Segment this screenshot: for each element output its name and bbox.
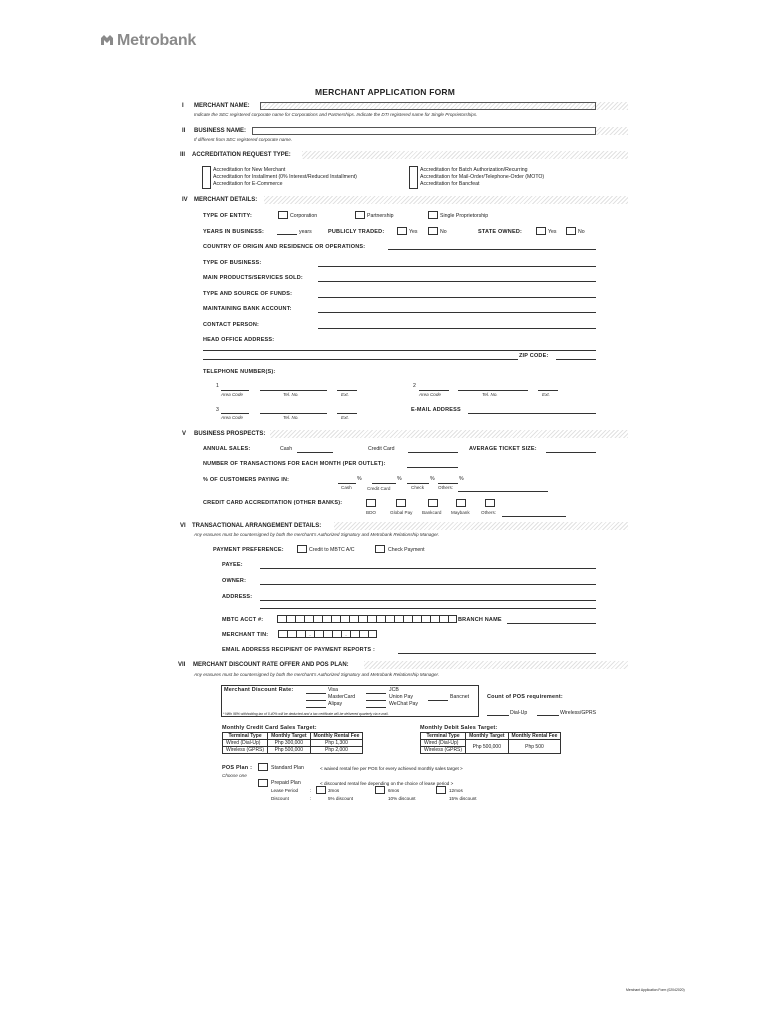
entity-type-label: TYPE OF ENTITY: [203, 213, 253, 219]
phone-2-index: 2 [413, 383, 416, 389]
business-name-field[interactable] [252, 127, 596, 135]
mdr-bancnet-field[interactable] [428, 695, 448, 701]
bank-bdo-label: BDO [366, 510, 376, 515]
payment-email-field[interactable] [398, 648, 596, 654]
mdr-alipay-label: Alipay [328, 701, 343, 707]
payee-address-field-2[interactable] [260, 603, 596, 609]
phone-2-ext-field[interactable] [538, 385, 558, 391]
owner-field[interactable] [260, 579, 596, 585]
pos-plan-label: POS Plan : [222, 765, 253, 771]
phone-3-area-field[interactable] [221, 408, 249, 414]
avg-ticket-field[interactable] [546, 447, 596, 453]
bank-label: MAINTAINING BANK ACCOUNT: [203, 306, 292, 312]
funds-field[interactable] [318, 292, 596, 298]
phone-1-tel-label: Tel. No. [283, 392, 299, 397]
contact-label: CONTACT PERSON: [203, 322, 260, 328]
bank-others-field[interactable] [502, 511, 566, 517]
bank-field[interactable] [318, 307, 596, 313]
years-label: YEARS IN BUSINESS: [203, 229, 265, 235]
email-field[interactable] [468, 408, 596, 414]
traded-no-label: No [440, 229, 447, 235]
annual-credit-label: Credit Card [368, 446, 395, 452]
pct-cash-field[interactable] [338, 478, 356, 484]
pct-cash-sign: % [357, 476, 362, 482]
pref-credit-label: Credit to MBTC A/C [309, 547, 355, 553]
section-3-band [302, 151, 628, 159]
section-2-band [596, 127, 628, 135]
pct-others-spec-field[interactable] [458, 486, 548, 492]
section-1-band [596, 102, 628, 110]
section-6-band [334, 522, 628, 530]
entity-corporation-checkbox[interactable] [278, 211, 288, 219]
lease-colon: : [310, 788, 312, 793]
business-name-note: If different from SEC registered corporate name. [194, 137, 293, 142]
transactions-field[interactable] [407, 462, 458, 468]
standard-plan-checkbox[interactable] [258, 763, 268, 771]
phone-1-ext-field[interactable] [337, 385, 357, 391]
accreditation-ecommerce: Accreditation for E-Commerce [213, 181, 283, 187]
lease-12mos-checkbox[interactable] [436, 786, 446, 794]
pct-credit-label: Credit Card [367, 486, 391, 491]
section-7-band [364, 661, 628, 669]
mdr-union-field[interactable] [366, 695, 386, 701]
credit-row2-fee: Php 2,000 [310, 747, 363, 754]
choose-one-note: Choose one [222, 773, 247, 778]
merchant-name-field[interactable] [260, 102, 596, 110]
other-banks-label: CREDIT CARD ACCREDITATION (OTHER BANKS): [203, 500, 343, 506]
discount-label: Discount [271, 796, 289, 801]
phone-1-area-field[interactable] [221, 385, 249, 391]
debit-fee-value: Php 500 [508, 740, 561, 754]
accreditation-moto: Accreditation for Mail-Order/Telephone-Order (MOTO) [420, 174, 545, 180]
phone-2-tel-label: Tel. No. [482, 392, 498, 397]
entity-partnership-checkbox[interactable] [355, 211, 365, 219]
state-yes-label: Yes [548, 229, 557, 235]
bank-globalpay-checkbox[interactable] [396, 499, 406, 507]
credit-header-terminal: Terminal Type [223, 733, 268, 740]
mdr-union-label: Union Pay [389, 694, 413, 700]
pct-check-label: Check [411, 485, 425, 490]
pos-requirement-label: Count of POS requirement: [487, 694, 563, 700]
mdr-visa-field[interactable] [306, 688, 326, 694]
phone-2-ext-label: Ext. [542, 392, 550, 397]
bank-bankcard-checkbox[interactable] [428, 499, 438, 507]
customers-paying-label: % OF CUSTOMERS PAYING IN: [203, 477, 290, 483]
mdr-jcb-field[interactable] [366, 688, 386, 694]
accreditation-installment: Accreditation for Installment (0% Interest/Reduced Installment) [213, 174, 357, 180]
address-field-line-1[interactable] [203, 345, 596, 351]
lease-period-label: Lease Period [271, 788, 299, 793]
payee-label: PAYEE: [222, 562, 243, 568]
mdr-mc-label: MasterCard [328, 694, 356, 700]
section-1-heading: I MERCHANT NAME: [182, 103, 250, 109]
pct-check-sign: % [430, 476, 435, 482]
tin-dash-1: - [305, 630, 314, 638]
lease-3mos-label: 3mos [328, 788, 340, 793]
prepaid-plan-note: < discounted rental fee depending on the choice of lease period > [320, 781, 454, 786]
section-6-note: Any erasures must be countersigned by both the merchant's Authorized Signatory and Metrobank Relationship Manager. [194, 532, 440, 537]
bank-others-checkbox[interactable] [485, 499, 495, 507]
years-field[interactable] [277, 229, 297, 235]
section-5-heading: V BUSINESS PROSPECTS: [182, 431, 266, 437]
lease-12mos-label: 12mos [449, 788, 463, 793]
phone-1-ext-label: Ext. [341, 392, 349, 397]
mdr-wechat-field[interactable] [366, 702, 386, 708]
entity-corporation-label: Corporation [290, 213, 318, 219]
prepaid-plan-checkbox[interactable] [258, 779, 268, 787]
accreditation-new-merchant: Accreditation for New Merchant [213, 167, 286, 173]
bank-bankcard-label: Bankcard [422, 510, 442, 515]
debit-target-table [420, 732, 561, 754]
pct-others-field[interactable] [438, 478, 458, 484]
mdr-fine-print: * With 98% withholding tax of 0.40% will be deducted and a tax certificate will be delivered quarterly via e-mail. [223, 712, 389, 716]
phone-3-ext-field[interactable] [337, 408, 357, 414]
mdr-jcb-label: JCB [389, 687, 399, 693]
standard-plan-label: Standard Plan [271, 765, 304, 771]
credit-row2-terminal: Wireless (GPRS) [223, 747, 268, 754]
owner-label: OWNER: [222, 578, 247, 584]
publicly-traded-label: PUBLICLY TRADED: [328, 229, 385, 235]
discount-10-label: 10% discount [388, 796, 416, 801]
credit-row1-fee: Php 1,300 [310, 740, 363, 747]
pct-others-label: Others: [438, 485, 454, 490]
merchant-name-note: Indicate the SEC registered corporate name for Corporations and Partnerships. Indicate the DTI registered name for Single Proprietorships. [194, 112, 478, 117]
type-business-field[interactable] [318, 261, 596, 267]
bank-maybank-checkbox[interactable] [456, 499, 466, 507]
section-4-band [264, 196, 628, 204]
debit-header-terminal: Terminal Type [421, 733, 466, 740]
merchant-tin-label: MERCHANT TIN: [222, 632, 269, 638]
pct-cash-label: Cash [341, 485, 352, 490]
debit-target-value: Php 500,000 [466, 740, 508, 754]
section-6-heading: VI TRANSACTIONAL ARRANGEMENT DETAILS: [180, 523, 322, 529]
mdr-bancnet-label: Bancnet [450, 694, 470, 700]
bank-others-label: Others: [481, 510, 497, 515]
avg-ticket-label: AVERAGE TICKET SIZE: [469, 446, 537, 452]
phone-2-tel-field[interactable] [458, 385, 528, 391]
merchant-tin-boxes[interactable] [278, 630, 377, 638]
annual-cash-field[interactable] [297, 447, 333, 453]
years-unit: years [299, 229, 312, 235]
accreditation-checkbox-group-2[interactable] [409, 166, 418, 189]
pref-check-checkbox[interactable] [375, 545, 385, 553]
debit-target-title: Monthly Debit Sales Target: [420, 725, 498, 731]
mdr-alipay-field[interactable] [306, 702, 326, 708]
pct-credit-sign: % [397, 476, 402, 482]
form-title: MERCHANT APPLICATION FORM [314, 87, 456, 97]
transactions-label: NUMBER OF TRANSACTIONS FOR EACH MONTH (PER OUTLET): [203, 461, 386, 467]
table-row [421, 740, 561, 747]
phone-label: TELEPHONE NUMBER(S): [203, 369, 276, 375]
phone-1-area-label: Area Code [221, 392, 243, 397]
accreditation-batch: Accreditation for Batch Authorization/Recurring [420, 167, 528, 173]
mdr-label: Merchant Discount Rate: [224, 687, 294, 693]
brand-name: Metrobank [117, 32, 197, 49]
phone-2-area-field[interactable] [419, 385, 449, 391]
address-field-line-2[interactable] [203, 354, 518, 360]
phone-3-tel-label: Tel. No. [283, 415, 299, 420]
traded-yes-label: Yes [409, 229, 418, 235]
credit-row2-target: Php 500,000 [268, 747, 310, 754]
footer-form-code: Merchant Application Form (02042020) [626, 988, 685, 992]
section-7-heading: VII MERCHANT DISCOUNT RATE OFFER AND POS PLAN: [178, 662, 349, 668]
debit-header-fee: Monthly Rental Fee [508, 733, 561, 740]
phone-3-tel-field[interactable] [260, 408, 327, 414]
discount-colon: : [310, 796, 312, 801]
traded-no-checkbox[interactable] [428, 227, 438, 235]
annual-cash-label: Cash [280, 446, 293, 452]
pct-check-field[interactable] [407, 478, 429, 484]
lease-6mos-checkbox[interactable] [375, 786, 385, 794]
payee-address-field-1[interactable] [260, 595, 596, 601]
country-field[interactable] [388, 244, 596, 250]
bank-maybank-label: Maybank [451, 510, 470, 515]
entity-partnership-label: Partnership [367, 213, 394, 219]
annual-sales-label: ANNUAL SALES: [203, 446, 251, 452]
section-3-heading: III ACCREDITATION REQUEST TYPE: [180, 152, 291, 158]
traded-yes-checkbox[interactable] [397, 227, 407, 235]
phone-2-area-label: Area Code [419, 392, 441, 397]
phone-1-index: 1 [216, 383, 219, 389]
phone-3-area-label: Area Code [221, 415, 243, 420]
entity-single-checkbox[interactable] [428, 211, 438, 219]
mbtc-acct-boxes[interactable] [277, 615, 457, 623]
pos-wireless-label: Wireless/GPRS [560, 710, 597, 716]
payment-preference-label: PAYMENT PREFERENCE: [213, 547, 284, 553]
credit-row1-target: Php 300,000 [268, 740, 310, 747]
pref-credit-checkbox[interactable] [297, 545, 307, 553]
phone-3-index: 3 [216, 407, 219, 413]
mdr-wechat-label: WeChat Pay [389, 701, 419, 707]
lease-6mos-label: 6mos [388, 788, 400, 793]
phone-1-tel-field[interactable] [260, 385, 327, 391]
contact-field[interactable] [318, 323, 596, 329]
pos-dialup-field[interactable] [487, 710, 509, 716]
credit-header-fee: Monthly Rental Fee [310, 733, 363, 740]
payment-email-label: EMAIL ADDRESS RECIPIENT OF PAYMENT REPORTS : [222, 647, 376, 653]
email-label: E-MAIL ADDRESS [411, 407, 461, 413]
section-7-note: Any erasures must be countersigned by both the merchant's Authorized Signatory and Metrobank Relationship Manager. [194, 672, 440, 677]
branch-name-label: BRANCH NAME [458, 617, 502, 623]
type-business-label: TYPE OF BUSINESS: [203, 260, 262, 266]
debit-header-target: Monthly Target [466, 733, 508, 740]
tin-dash-2: - [341, 630, 350, 638]
pref-check-label: Check Payment [388, 547, 425, 553]
products-label: MAIN PRODUCTS/SERVICES SOLD: [203, 275, 303, 281]
section-2-heading: II BUSINESS NAME: [182, 128, 247, 134]
zip-label: ZIP CODE: [519, 353, 549, 359]
mbtc-acct-label: MBTC ACCT #: [222, 617, 264, 623]
pct-others-sign: % [459, 476, 464, 482]
accreditation-checkbox-group-1[interactable] [202, 166, 211, 189]
credit-header-target: Monthly Target [268, 733, 310, 740]
bank-bdo-checkbox[interactable] [366, 499, 376, 507]
table-row [223, 740, 363, 747]
table-row [223, 747, 363, 754]
phone-3-ext-label: Ext. [341, 415, 349, 420]
products-field[interactable] [318, 276, 596, 282]
debit-row2-terminal: Wireless (GPRS) [421, 747, 466, 754]
state-no-label: No [578, 229, 585, 235]
prepaid-plan-label: Prepaid Plan [271, 780, 301, 786]
metrobank-logo-icon [100, 34, 114, 46]
funds-label: TYPE AND SOURCE OF FUNDS: [203, 291, 293, 297]
discount-15-label: 15% discount [449, 796, 477, 801]
branch-name-field[interactable] [507, 618, 596, 624]
state-owned-label: STATE OWNED: [478, 229, 523, 235]
standard-plan-note: < waived rental fee per POS for every achieved monthly sales target > [320, 766, 463, 771]
country-label: COUNTRY OF ORIGIN AND RESIDENCE OR OPERATIONS: [203, 244, 366, 250]
metrobank-logo [100, 32, 196, 50]
address-label: HEAD OFFICE ADDRESS: [203, 337, 275, 343]
discount-5-label: 5% discount [328, 796, 354, 801]
credit-target-table [222, 732, 363, 754]
credit-target-title: Monthly Credit Card Sales Target: [222, 725, 317, 731]
debit-row1-terminal: Wired (Dial-Up) [421, 740, 466, 747]
payee-field[interactable] [260, 563, 596, 569]
zip-field[interactable] [556, 354, 596, 360]
section-5-band [270, 430, 628, 438]
bank-globalpay-label: Global Pay [390, 510, 413, 515]
accreditation-bancfeat: Accreditation for Bancfeat [420, 181, 480, 187]
pos-wireless-field[interactable] [537, 710, 559, 716]
mdr-mc-field[interactable] [306, 695, 326, 701]
pos-dialup-label: Dial-Up [510, 710, 528, 716]
state-no-checkbox[interactable] [566, 227, 576, 235]
entity-single-label: Single Proprietorship [440, 213, 489, 219]
lease-3mos-checkbox[interactable] [316, 786, 326, 794]
section-4-heading: IV MERCHANT DETAILS: [182, 197, 258, 203]
mdr-visa-label: Visa [328, 687, 338, 693]
credit-row1-terminal: Wired (Dial-Up) [223, 740, 268, 747]
pct-credit-field[interactable] [372, 478, 396, 484]
annual-credit-field[interactable] [408, 447, 458, 453]
payee-address-label: ADDRESS: [222, 594, 253, 600]
state-yes-checkbox[interactable] [536, 227, 546, 235]
